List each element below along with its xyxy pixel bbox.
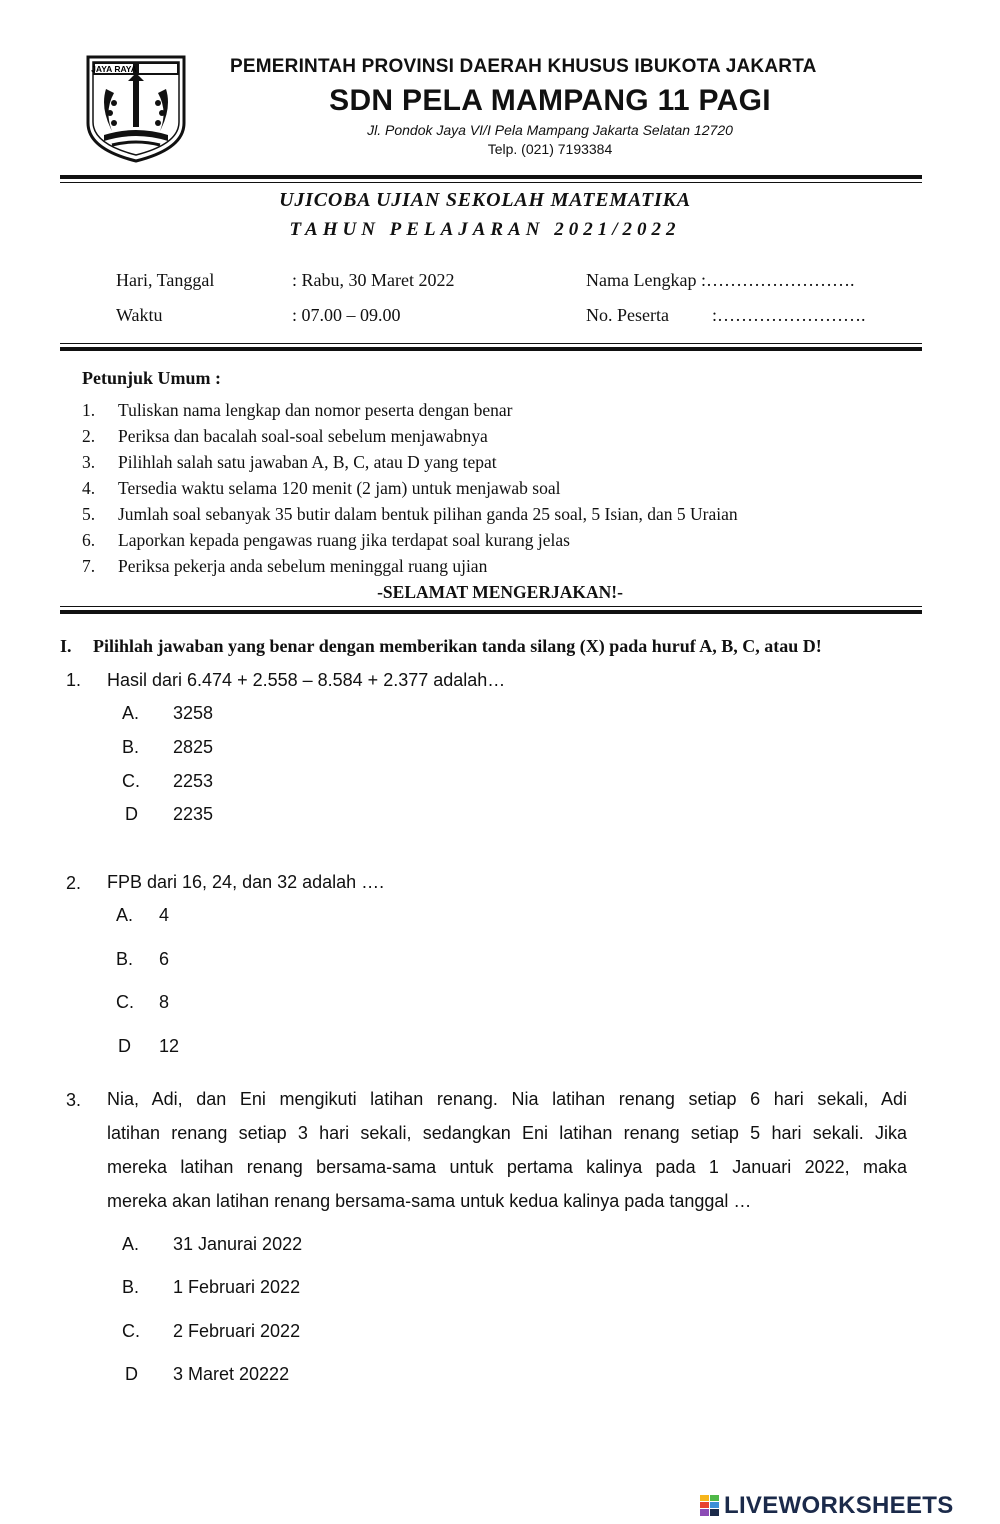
instruction-text: Periksa pekerja anda sebelum meninggal ruang ujian <box>118 556 488 576</box>
participant-label: No. Peserta <box>586 305 669 325</box>
school-address: Jl. Pondok Jaya VI/I Pela Mampang Jakarta Selatan 12720 <box>367 122 733 138</box>
school-name: SDN PELA MAMPANG 11 PAGI <box>329 84 771 117</box>
school-phone: Telp. (021) 7193384 <box>487 141 613 157</box>
option-text: 2253 <box>173 771 214 791</box>
instruction-number: 2. <box>82 426 96 446</box>
time-value: : 07.00 – 09.00 <box>292 305 401 325</box>
day-value: : Rabu, 30 Maret 2022 <box>292 270 455 290</box>
government-name: PEMERINTAH PROVINSI DAERAH KHUSUS IBUKOTA JAKARTA <box>230 56 817 77</box>
option-text: 3258 <box>173 703 214 723</box>
instructions-heading: Petunjuk Umum : <box>82 368 222 388</box>
participant-field[interactable]: :……………………. <box>712 305 866 325</box>
instruction-number: 5. <box>82 504 96 524</box>
option-text: 31 Janurai 2022 <box>173 1234 303 1254</box>
option-text: 3 Maret 20222 <box>173 1364 290 1384</box>
option-letter[interactable]: B. <box>122 1277 140 1297</box>
instruction-number: 7. <box>82 556 96 576</box>
question-text <box>107 1082 907 1218</box>
instruction-text: Tersedia waktu selama 120 menit (2 jam) untuk menjawab soal <box>118 478 561 498</box>
instruction-number: 4. <box>82 478 96 498</box>
instruction-text: Tuliskan nama lengkap dan nomor peserta dengan benar <box>118 400 513 420</box>
option-letter[interactable]: D <box>118 1036 131 1056</box>
instructions-divider-thin <box>60 606 922 607</box>
logo-motto: JAYA RAYA <box>91 64 137 74</box>
liveworksheets-brand: LIVEWORKSHEETS <box>724 1492 954 1519</box>
option-text: 12 <box>159 1036 180 1056</box>
question-line: mereka akan latihan renang bersama-sama untuk kedua kalinya pada tanggal … <box>107 1191 752 1211</box>
exam-year: TAHUN PELAJARAN 2021/2022 <box>289 219 681 240</box>
option-text: 2825 <box>173 737 214 757</box>
time-label: Waktu <box>116 305 163 325</box>
instruction-text: Pilihlah salah satu jawaban A, B, C, atau D yang tepat <box>118 452 497 472</box>
question-line: mereka latihan renang bersama-sama untuk pertama kalinya pada 1 Januari 2022, maka <box>107 1157 907 1177</box>
question-line: Nia, Adi, dan Eni mengikuti latihan renang. Nia latihan renang setiap 6 hari sekali, Adi <box>107 1089 907 1109</box>
option-letter[interactable]: A. <box>116 905 134 925</box>
option-text: 8 <box>159 992 170 1012</box>
info-divider-thin <box>60 343 922 344</box>
day-label: Hari, Tanggal <box>116 270 215 290</box>
option-letter[interactable]: C. <box>116 992 134 1012</box>
info-divider <box>60 347 922 351</box>
letterhead-divider <box>60 175 922 179</box>
option-letter[interactable]: A. <box>122 703 140 723</box>
liveworksheets-watermark <box>700 1492 995 1520</box>
option-letter[interactable]: A. <box>122 1234 140 1254</box>
option-letter[interactable]: C. <box>122 771 140 791</box>
option-letter[interactable]: B. <box>116 949 134 969</box>
instruction-number: 3. <box>82 452 96 472</box>
jakarta-coat-of-arms-logo <box>84 53 188 163</box>
option-letter[interactable]: D <box>125 804 138 824</box>
section-instruction: Pilihlah jawaban yang benar dengan memberikan tanda silang (X) pada huruf A, B, C, atau D! <box>93 636 822 656</box>
option-text: 2 Februari 2022 <box>173 1321 301 1341</box>
section-number: I. <box>60 636 72 656</box>
question-line: latihan renang setiap 3 hari sekali, sedangkan Eni latihan renang setiap 5 hari sekali. Jika <box>107 1123 907 1143</box>
option-letter[interactable]: B. <box>122 737 140 757</box>
instruction-text: Laporkan kepada pengawas ruang jika terdapat soal kurang jelas <box>118 530 570 550</box>
option-letter[interactable]: D <box>125 1364 138 1384</box>
closing-message: -SELAMAT MENGERJAKAN!- <box>377 582 623 602</box>
question-text: Hasil dari 6.474 + 2.558 – 8.584 + 2.377 adalah… <box>107 670 506 690</box>
option-text: 4 <box>159 905 170 925</box>
name-field[interactable]: Nama Lengkap :……………………. <box>586 270 855 290</box>
option-text: 6 <box>159 949 170 969</box>
letterhead-divider-thin <box>60 182 922 183</box>
instructions-divider <box>60 610 922 614</box>
exam-title: UJICOBA UJIAN SEKOLAH MATEMATIKA <box>279 189 691 211</box>
option-text: 2235 <box>173 804 214 824</box>
question-text: FPB dari 16, 24, dan 32 adalah …. <box>107 872 385 892</box>
instruction-number: 6. <box>82 530 96 550</box>
option-text: 1 Februari 2022 <box>173 1277 301 1297</box>
instruction-text: Jumlah soal sebanyak 35 butir dalam bentuk pilihan ganda 25 soal, 5 Isian, dan 5 Uraian <box>118 504 738 524</box>
instruction-text: Periksa dan bacalah soal-soal sebelum menjawabnya <box>118 426 488 446</box>
option-letter[interactable]: C. <box>122 1321 140 1341</box>
liveworksheets-logo-icon <box>700 1495 720 1517</box>
instruction-number: 1. <box>82 400 96 420</box>
question-number: 1. <box>66 670 82 690</box>
question-number: 3. <box>66 1090 82 1110</box>
question-number: 2. <box>66 873 82 893</box>
